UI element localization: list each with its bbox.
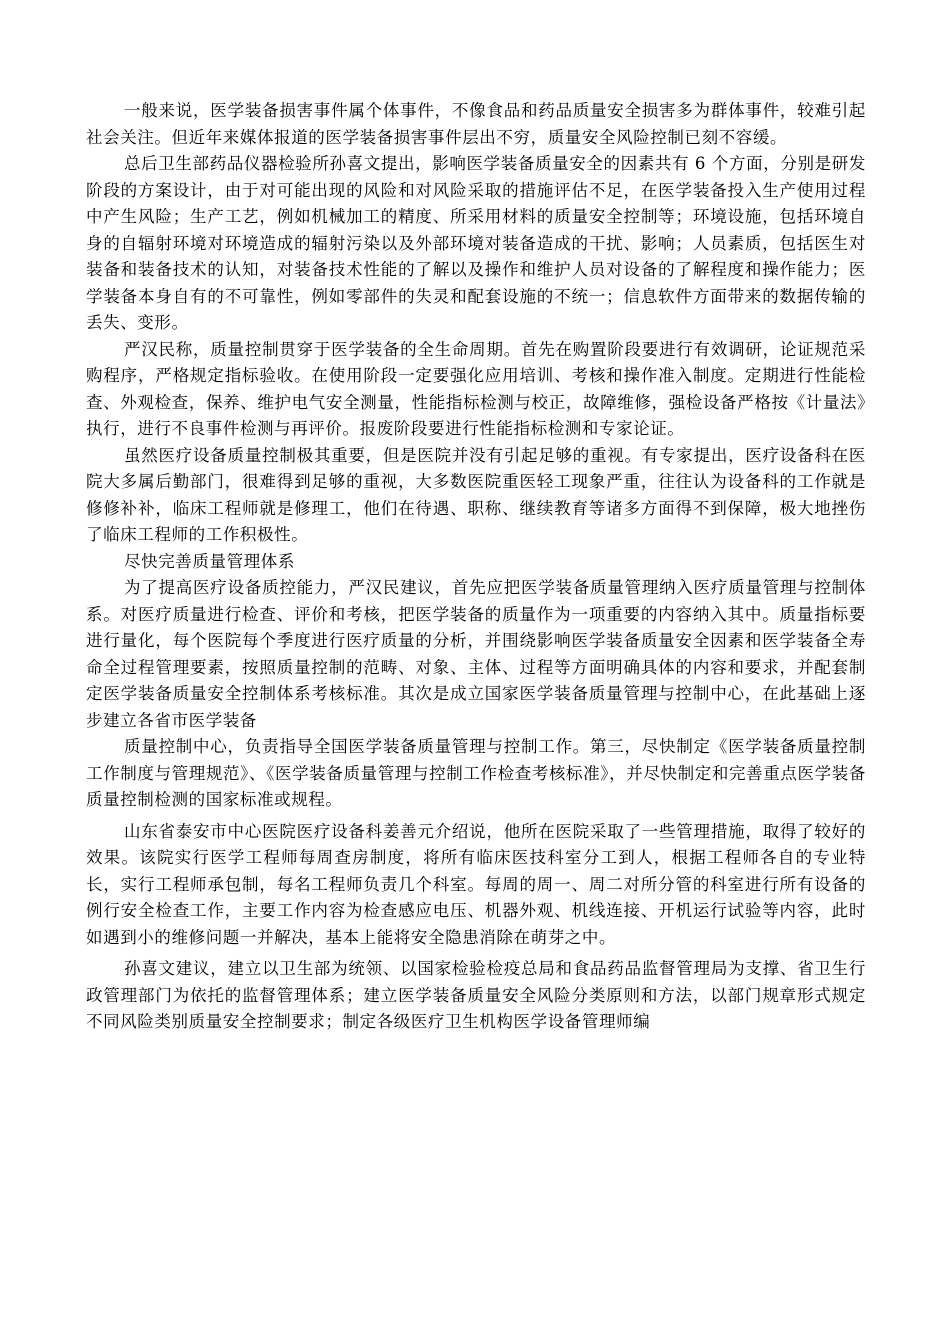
paragraph-lifecycle-control: 严汉民称，质量控制贯穿于医学装备的全生命周期。首先在购置阶段要进行有效调研，论证规范采购程序，严格规定指标验收。在使用阶段一定要强化应用培训、考核和操作准入制度。定期进行性能检查、外观检查，保养、维护电气安全测量，性能指标检测与校正，故障维修，强检设备严格按《计量法》执行，进行不良事件检测与再评价。报废阶段要进行性能指标检测和专家论证。 [86,339,866,438]
paragraph-hospital-neglect: 虽然医疗设备质量控制极其重要，但是医院并没有引起足够的重视。有专家提出，医疗设备科在医院大多属后勤部门，很难得到足够的重视，大多数医院重医轻工现象严重，往往认为设备科的工作就是修修补补，临床工程师就是修理工，他们在待遇、职称、继续教育等诸多方面得不到保障，极大地挫伤了临床工程师的工作积极性。 [86,445,866,544]
document-body [86,98,866,1036]
paragraph-intro: 一般来说，医学装备损害事件属个体事件，不像食品和药品质量安全损害多为群体事件，较难引起社会关注。但近年来媒体报道的医学装备损害事件层出不穷，质量安全风险控制已刻不容缓。 [86,101,866,147]
paragraph-risk-factors: 总后卫生部药品仪器检验所孙喜文提出，影响医学装备质量安全的因素共有 6 个方面，分别是研发阶段的方案设计，由于对可能出现的风险和对风险采取的措施评估不足，在医学装备投入生产使用过程中产生风险；生产工艺，例如机械加工的精度、所采用材料的质量安全控制等；环境设施，包括环境自身的自辐射环境对环境造成的辐射污染以及外部环境对装备造成的干扰、影响；人员素质，包括医生对装备和装备技术的认知，对装备技术性能的了解以及操作和维护人员对设备的了解程度和操作能力；医学装备本身自有的不可靠性，例如零部件的失灵和配套设施的不统一；信息软件方面带来的数据传输的丢失、变形。 [86,154,866,332]
paragraph-recommendations: 孙喜文建议，建立以卫生部为统领、以国家检验检疫总局和食品药品监督管理局为支撑、省卫生行政管理部门为依托的监督管理体系；建立医学装备质量安全风险分类原则和方法，以部门规章形式规定不同风险类别质量安全控制要求；制定各级医疗卫生机构医学设备管理师编 [86,959,866,1031]
section-heading: 尽快完善质量管理体系 [124,551,295,571]
paragraph-hospital-case: 山东省泰安市中心医院医疗设备科姜善元介绍说，他所在医院采取了一些管理措施，取得了较好的效果。该院实行医学工程师每周查房制度，将所有临床医技科室分工到人，根据工程师各自的专业特长，实行工程师承包制，每名工程师负责几个科室。每周的周一、周二对所分管的科室进行所有设备的例行安全检查工作，主要工作内容为检查感应电压、机器外观、机线连接、开机运行试验等内容，此时如遇到小的维修问题一并解决，基本上能将安全隐患消除在萌芽之中。 [86,821,866,947]
paragraph-management-system: 为了提高医疗设备质控能力，严汉民建议，首先应把医学装备质量管理纳入医疗质量管理与控制体系。对医疗质量进行检查、评价和考核，把医学装备的质量作为一项重要的内容纳入其中。质量指标要进行量化，每个医院每个季度进行医疗质量的分析，并围绕影响医学装备质量安全因素和医学装备全寿命全过程管理要素，按照质量控制的范畴、对象、主体、过程等方面明确具体的内容和要求，并配套制定医学装备质量安全控制体系考核标准。其次是成立国家医学装备质量管理与控制中心，在此基础上逐步建立各省市医学装备 [86,578,866,730]
paragraph-control-center: 质量控制中心，负责指导全国医学装备质量管理与控制工作。第三，尽快制定《医学装备质量控制工作制度与管理规范》、《医学装备质量管理与控制工作检查考核标准》，并尽快制定和完善重点医学装备质量控制检测的国家标准或规程。 [86,737,866,809]
